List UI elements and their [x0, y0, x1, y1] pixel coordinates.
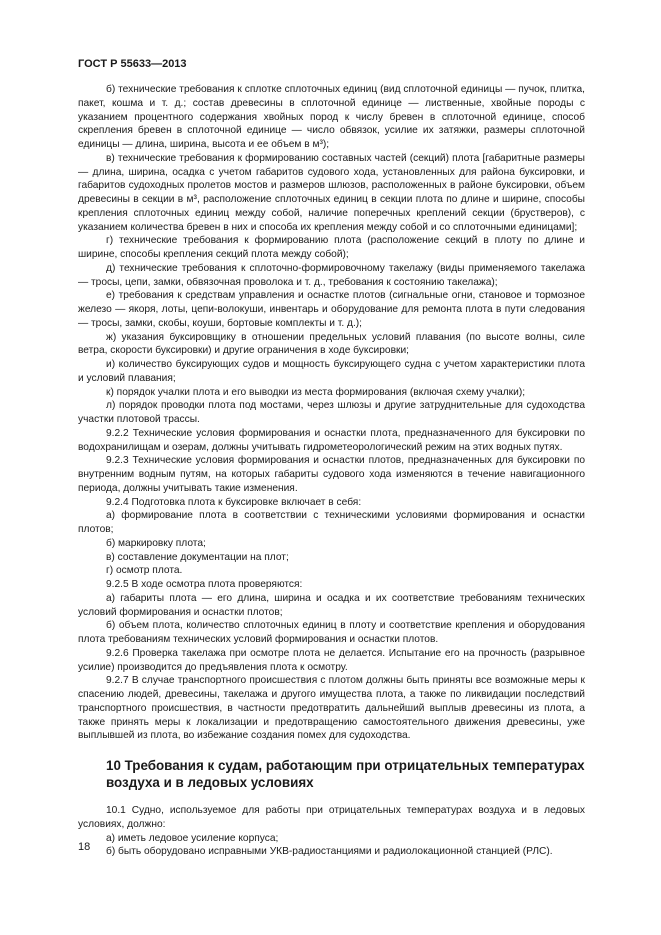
paragraph: а) формирование плота в соответствии с техническими условиями формирования и оснастки плотов;: [78, 510, 585, 535]
paragraph: ж) указания буксировщику в отношении предельных условий плавания (по высоте волны, силе ветра, скорости буксировки) и другие ограничения в ходе буксировки;: [78, 331, 585, 357]
paragraph: 9.2.4 Подготовка плота к буксировке включает в себя:: [106, 496, 362, 508]
paragraph: б) объем плота, количество сплоточных единиц в плоту и соответствие крепления и оборудования плота требованиям технических условий формирования и оснастки плотов.: [78, 620, 585, 645]
paragraph: 9.2.6 Проверка такелажа при осмотре плота не делается. Испытание его на прочность (разрывное усилие) производится до предъявления плота к осмотру.: [78, 647, 585, 673]
page-number: 18: [78, 841, 91, 853]
section-title: 10 Требования к судам, работающим при отрицательных температурах воздуха и в ледовых условиях: [106, 758, 585, 790]
paragraph: 9.2.2 Технические условия формирования и оснастки плота, предназначенного для буксировки по водохранилищам и озерам, должны учитывать гидрометеорологический режим на этих водных путях.: [78, 427, 585, 453]
document-header: ГОСТ Р 55633—2013: [78, 58, 187, 70]
paragraph: е) требования к средствам управления и оснастке плотов (сигнальные огни, становое и тормозное железо — якоря, лоты, цепи-волокуши, инвентарь и оборудование для ремонта плота в пути следования — тросы, замки, скобы, коуши, бортовые комплекты и т. д.);: [78, 290, 585, 329]
paragraph: б) быть оборудовано исправными УКВ-радиостанциями и радиолокационной станцией (РЛС).: [106, 846, 553, 858]
paragraph: г) осмотр плота.: [106, 565, 183, 577]
paragraphs-block-b: [78, 804, 585, 859]
paragraph: л) порядок проводки плота под мостами, через шлюзы и другие затруднительные для судоходства участки плотовой трассы.: [78, 400, 585, 425]
paragraph: 9.2.3 Технические условия формирования и оснастки плотов, предназначенных для буксировки по внутренним водным путям, на которых габариты судового хода изменяются в течение навигационного периода, должны учитывать такие изменения.: [78, 455, 585, 494]
paragraph: в) составление документации на плот;: [106, 551, 289, 563]
paragraph: 9.2.7 В случае транспортного происшествия с плотом должны быть приняты все возможные меры к спасению людей, древесины, такелажа и другого имущества плота, а также по ликвидации последствий транспортного происшествия, в частности предотвратить дальнейший выплыв древесины из плота, а также принять меры к локализации и предотвращению самостоятельного движения древесины, уже выплывшей из плота, во избежание создания помех для судоходства.: [78, 675, 585, 742]
paragraph: а) габариты плота — его длина, ширина и осадка и их соответствие требованиям технических условий формирования и оснастки плотов;: [78, 592, 585, 618]
paragraph: а) иметь ледовое усиление корпуса;: [106, 832, 279, 844]
paragraph: б) технические требования к сплотке сплоточных единиц (вид сплоточной единицы — пучок, плитка, пакет, кошма и т. д.; состав древесины в сплоточной единице — лиственные, хвойные породы с указанием процентного содержания хвойных пород к числу бревен в сплоточной единице, способ скрепления бревен в сплоточной единице — число обвязок, усилие их затяжки, размеры сплоточной единицы — длина, ширина, высота и ее объем в м³);: [78, 84, 585, 150]
paragraph: в) технические требования к формированию составных частей (секций) плота [габаритные размеры — длина, ширина, осадка с учетом габаритов судового хода, установленных для района буксировки, и габаритов судоходных пролетов мостов и размеров шлюзов, расположенных в районе буксировки, объем древесины в секции в м³, расположение сплоточных единиц в секции плота по длине и ширине, способы крепления сплоточных единиц между собой, наличие поперечных креплений секции (брустверов), с указанием количества бревен в них и способа их крепления между собой и со сплоточными единицами];: [78, 152, 585, 233]
page-body: [78, 83, 585, 859]
paragraphs-block-a: [78, 83, 585, 743]
paragraph: б) маркировку плота;: [106, 537, 206, 549]
paragraph: д) технические требования к сплоточно-формировочному такелажу (виды применяемого такелажа — тросы, цепи, замки, обвязочная проволока и т. д., требования к состоянию такелажа);: [78, 262, 585, 288]
paragraph: 10.1 Судно, используемое для работы при отрицательных температурах воздуха и в ледовых условиях, должно:: [78, 805, 585, 830]
paragraph: 9.2.5 В ходе осмотра плота проверяются:: [106, 579, 303, 590]
paragraph: к) порядок учалки плота и его выводки из места формирования (включая схему учалки);: [106, 386, 526, 398]
paragraph: г) технические требования к формированию плота (расположение секций в плоту по длине и ширине, способы крепления секций плота между собой);: [78, 235, 585, 260]
paragraph: и) количество буксирующих судов и мощность буксирующего судна с учетом характеристики плота и условий плавания;: [78, 359, 585, 384]
